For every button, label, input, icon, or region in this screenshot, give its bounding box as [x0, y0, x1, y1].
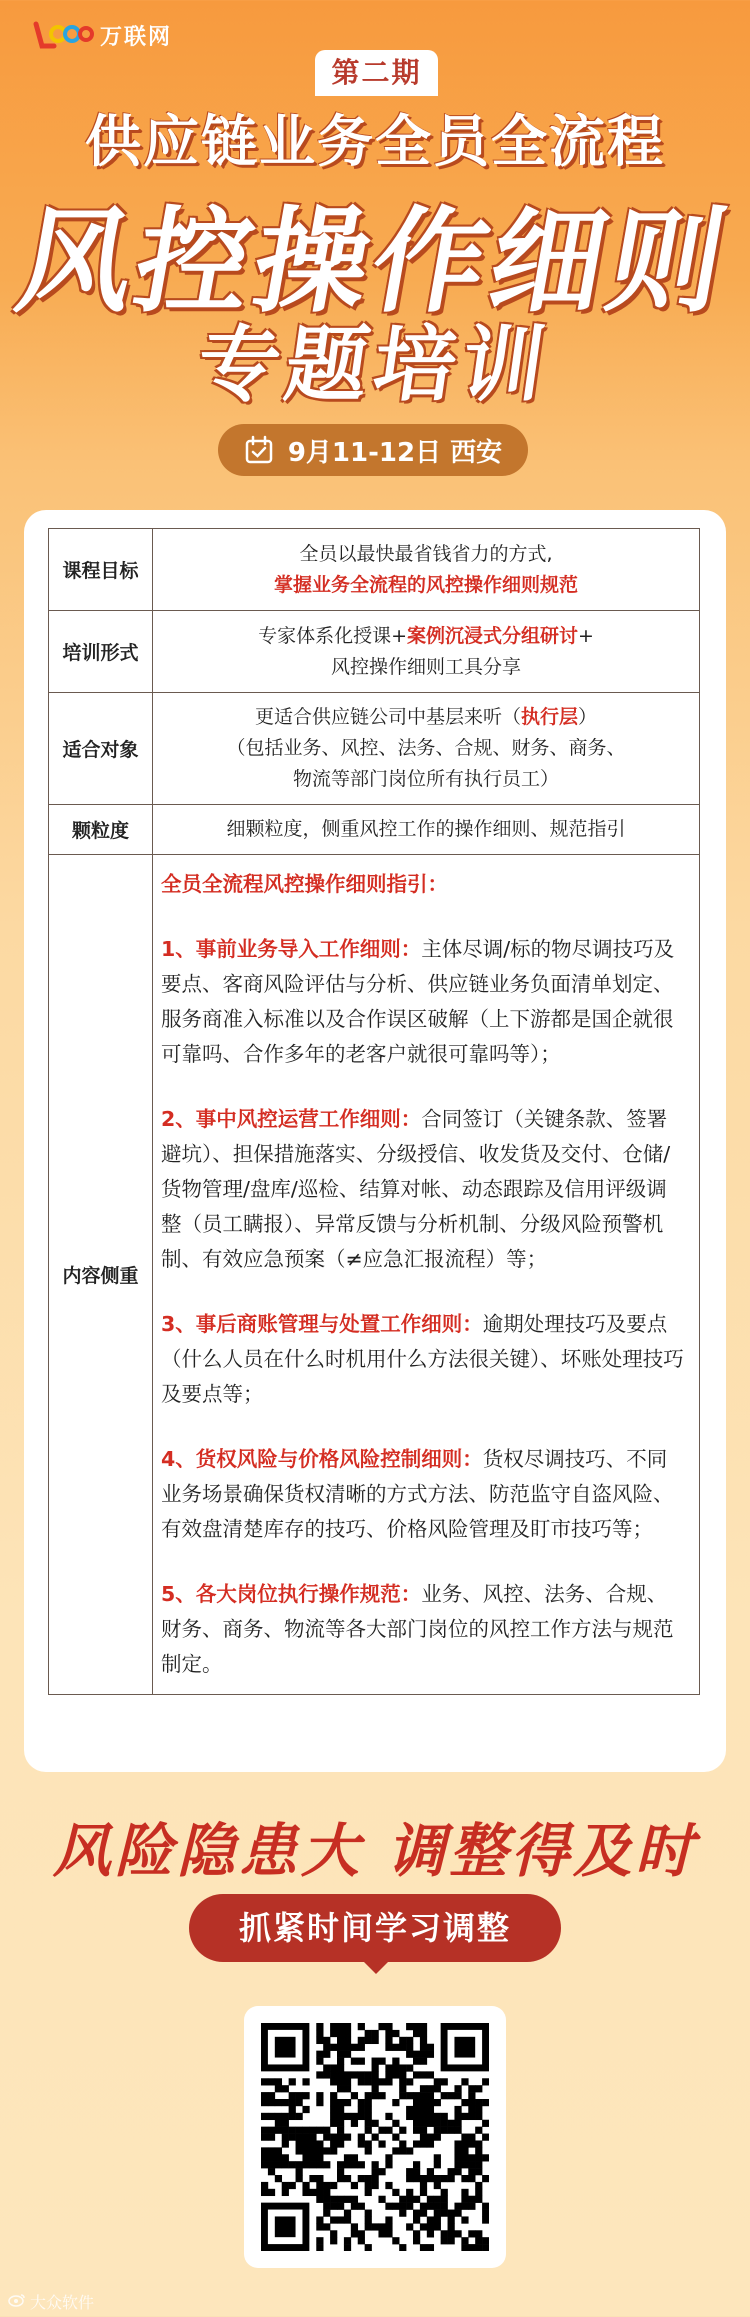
content-item-3 [161, 1307, 685, 1412]
label-granularity: 颗粒度 [49, 805, 153, 855]
watermark-text: 大众软件 [30, 2293, 95, 2312]
course-info-table [48, 528, 700, 1695]
audience-line-1c: ） [578, 706, 598, 728]
content-item-2 [161, 1102, 685, 1277]
format-line-2: 风控操作细则工具分享 [330, 655, 521, 678]
date-location-text: 9月11-12日 西安 [287, 437, 503, 468]
title-line-3: 专题培训 [191, 318, 557, 413]
value-audience [153, 693, 700, 805]
content-item-5-text: 业务、风控、法务、合规、财务、商务、物流等各大部门岗位的风控工作方法与规范制定。 [161, 1582, 674, 1676]
goal-line-1: 全员以最快最省钱省力的方式, [299, 542, 553, 565]
cta-banner: 抓紧时间学习调整 [189, 1894, 561, 1962]
content-item-5-title: 5、各大岗位执行操作规范： [161, 1582, 422, 1606]
audience-line-3: 物流等部门岗位所有执行员工） [292, 768, 559, 790]
content-item-5 [161, 1577, 685, 1682]
goal-line-2: 掌握业务全流程的风控操作细则规范 [273, 573, 578, 596]
format-part-2: 案例沉浸式分组研讨 [406, 624, 578, 647]
table-row-content [49, 855, 700, 1695]
audience-line-1b: 执行层 [520, 706, 578, 728]
content-item-1-title: 1、事前业务导入工作细则： [161, 937, 422, 961]
audience-line-2: （包括业务、风控、法务、合规、财务、商务、 [226, 737, 626, 759]
qr-code-icon [261, 2023, 489, 2251]
value-content [153, 855, 700, 1695]
label-content: 内容侧重 [49, 855, 153, 1695]
content-heading: 全员全流程风控操作细则指引： [161, 872, 448, 896]
watermark [8, 2290, 94, 2313]
label-audience: 适合对象 [49, 693, 153, 805]
content-item-2-text: 合同签订（关键条款、签署避坑）、担保措施落实、分级授信、收发货及交付、仓储/货物管理/盘库/巡检、结算对帐、动态跟踪及信用评级调整（员工瞒报）、异常反馈与分析机制、分级风险预警机制、有效应急预案（≠应急汇报流程）等； [161, 1107, 671, 1271]
issue-tab: 第二期 [315, 50, 438, 96]
label-goal: 课程目标 [49, 529, 153, 611]
slogan: 风险隐患大 调整得及时 [52, 1817, 698, 1885]
content-item-2-title: 2、事中风控运营工作细则： [161, 1107, 422, 1131]
date-location-pill [218, 424, 528, 476]
content-item-3-text: 逾期处理技巧及要点（什么人员在什么时机用什么方法很关键）、坏账处理技巧及要点等； [161, 1312, 684, 1406]
weibo-icon [8, 2292, 26, 2311]
wanlian-logo-icon [32, 18, 94, 52]
audience-line-1a: 更适合供应链公司中基层来听（ [254, 706, 521, 728]
cta-pointer [362, 1960, 390, 1974]
content-item-1 [161, 932, 685, 1072]
format-part-3: + [578, 624, 594, 647]
title-line-2: 风控操作细则 [7, 195, 740, 328]
label-format: 培训形式 [49, 611, 153, 693]
format-part-1: 专家体系化授课+ [258, 624, 407, 647]
table-row-granularity [49, 805, 700, 855]
content-item-4 [161, 1442, 685, 1547]
table-row-format [49, 611, 700, 693]
title-line-1: 供应链业务全员全流程 [85, 110, 665, 175]
brand-logo [32, 18, 172, 52]
qr-code-card[interactable] [244, 2006, 506, 2268]
value-format [153, 611, 700, 693]
content-item-3-title: 3、事后商账管理与处置工作细则： [161, 1312, 483, 1336]
content-item-4-text: 货权尽调技巧、不同业务场景确保货权清晰的方式方法、防范监守自盗风险、有效盘清楚库存的技巧、价格风险管理及盯市技巧等； [161, 1447, 674, 1541]
content-item-4-title: 4、货权风险与价格风险控制细则： [161, 1447, 483, 1471]
table-row-audience [49, 693, 700, 805]
calendar-check-icon [244, 435, 274, 465]
logo-text: 万联网 [100, 23, 173, 50]
info-card [24, 510, 726, 1772]
table-row-goal [49, 529, 700, 611]
value-goal [153, 529, 700, 611]
value-granularity: 细颗粒度，侧重风控工作的操作细则、规范指引 [153, 805, 700, 855]
content-item-1-text: 主体尽调/标的物尽调技巧及要点、客商风险评估与分析、供应链业务负面清单划定、服务商准入标准以及合作误区破解（上下游都是国企就很可靠吗、合作多年的老客户就很可靠吗等）； [161, 937, 675, 1066]
